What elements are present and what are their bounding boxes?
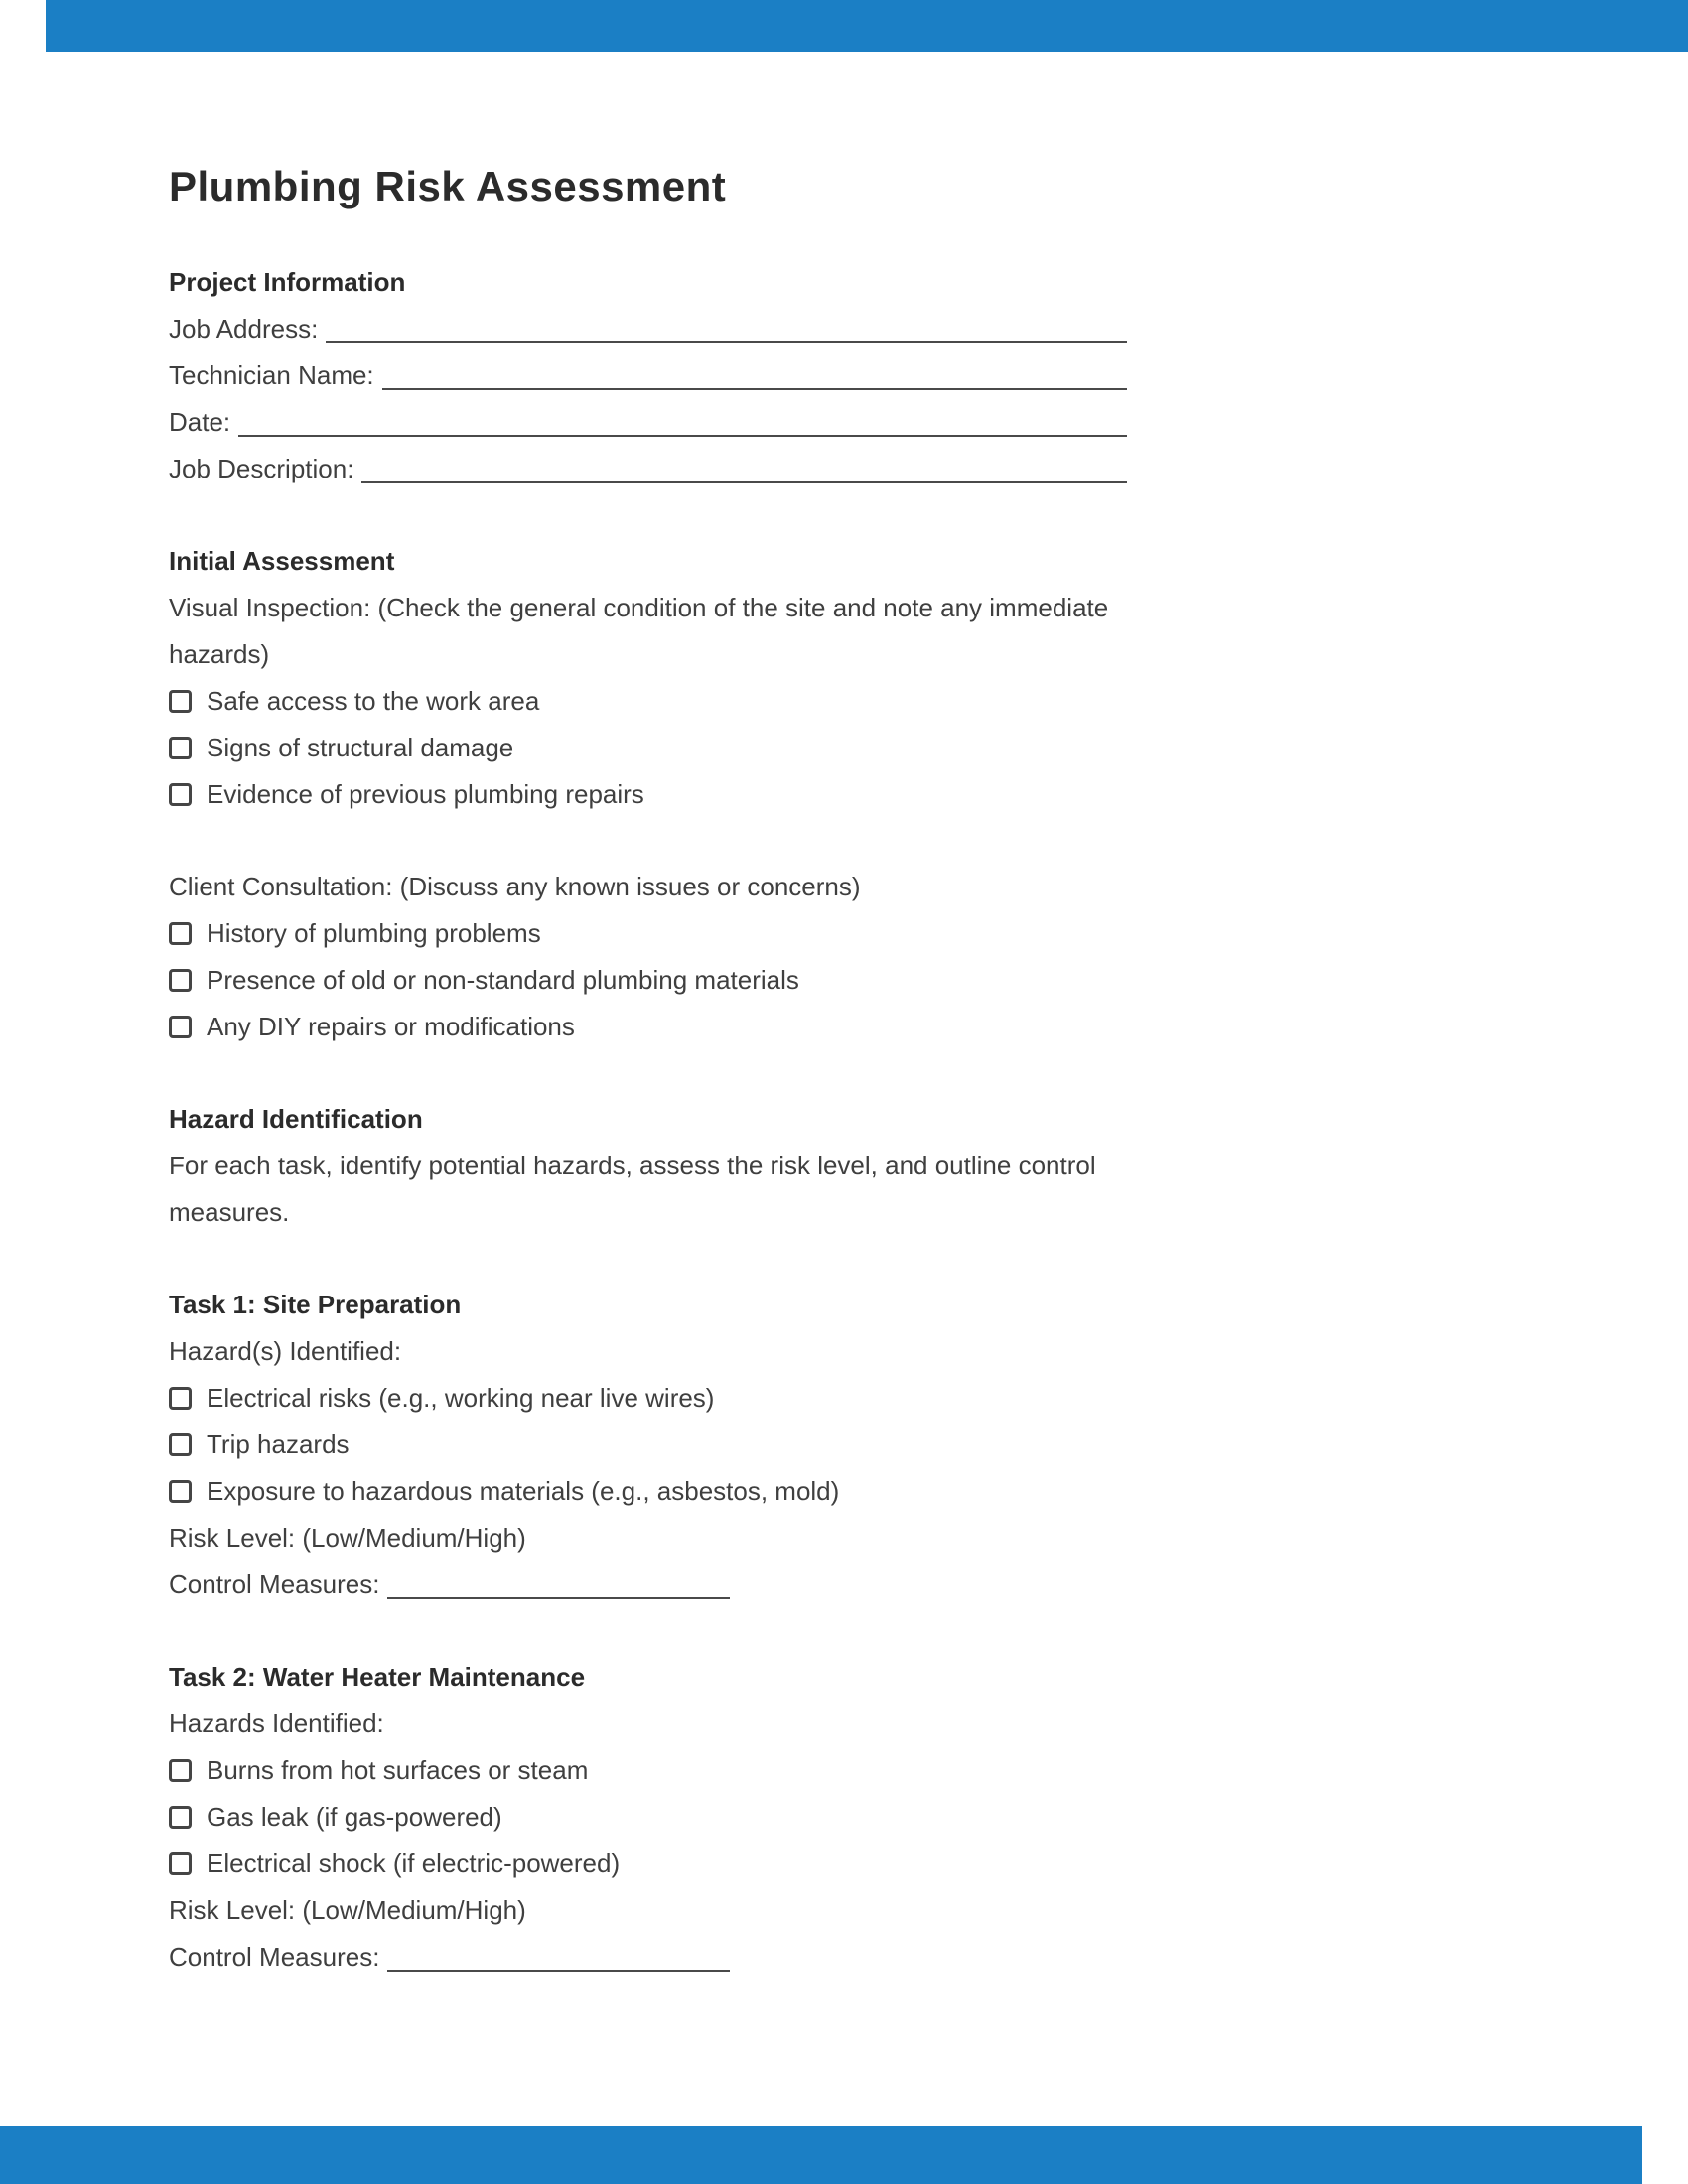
checkbox-label: Gas leak (if gas-powered) (207, 1801, 502, 1832)
form-field-date (169, 399, 1127, 446)
task-1-section (169, 1282, 1519, 1608)
field-label: Date: (169, 406, 231, 437)
checkbox-item (169, 725, 1519, 771)
checkbox-label: Exposure to hazardous materials (e.g., asbestos, mold) (207, 1475, 840, 1506)
field-label: Technician Name: (169, 359, 374, 390)
visual-inspection-intro: Visual Inspection: (Check the general condition of the site and note any immediate hazards) (169, 592, 1109, 669)
checkbox-label: Signs of structural damage (207, 732, 514, 762)
checkbox-item (169, 1841, 1519, 1887)
checkbox-item (169, 1004, 1519, 1050)
fill-in-line[interactable] (361, 446, 1127, 483)
checkbox[interactable] (169, 690, 192, 713)
document-body (169, 52, 1519, 1980)
checkbox[interactable] (169, 922, 192, 945)
client-consultation-intro: Client Consultation: (Discuss any known issues or concerns) (169, 871, 861, 901)
initial-assessment-section (169, 538, 1519, 1050)
field-label: Job Address: (169, 313, 319, 343)
field-label: Job Description: (169, 453, 354, 483)
section-heading-initial-assessment: Initial Assessment (169, 545, 395, 576)
field-label: Control Measures: (169, 1569, 380, 1599)
task-2-section (169, 1654, 1519, 1980)
checkbox[interactable] (169, 783, 192, 806)
checkbox-item (169, 1422, 1519, 1468)
checkbox-label: Burns from hot surfaces or steam (207, 1754, 589, 1785)
project-info-section (169, 259, 1519, 492)
checkbox-label: Evidence of previous plumbing repairs (207, 778, 644, 809)
checkbox[interactable] (169, 1759, 192, 1782)
hazard-identification-section (169, 1096, 1519, 1236)
form-field-job-description (169, 446, 1127, 492)
checkbox-item (169, 678, 1519, 725)
checkbox[interactable] (169, 1433, 192, 1456)
checkbox-label: Electrical shock (if electric-powered) (207, 1847, 621, 1878)
section-heading-project-info: Project Information (169, 266, 406, 297)
checkbox-item (169, 1375, 1519, 1422)
form-field-job-address (169, 306, 1127, 352)
field-label: Control Measures: (169, 1941, 380, 1972)
form-field-technician-name (169, 352, 1127, 399)
checkbox-label: Any DIY repairs or modifications (207, 1011, 575, 1041)
risk-level-label: Risk Level: (Low/Medium/High) (169, 1522, 526, 1553)
checkbox[interactable] (169, 1387, 192, 1410)
form-field-control-measures (169, 1934, 1127, 1980)
checkbox[interactable] (169, 1852, 192, 1875)
task-1-heading: Task 1: Site Preparation (169, 1289, 462, 1319)
fill-in-line[interactable] (326, 306, 1127, 343)
checkbox[interactable] (169, 1016, 192, 1038)
checkbox[interactable] (169, 1480, 192, 1503)
fill-in-line[interactable] (387, 1934, 730, 1972)
checkbox[interactable] (169, 969, 192, 992)
fill-in-line[interactable] (387, 1562, 730, 1599)
page-title: Plumbing Risk Assessment (169, 163, 727, 209)
top-accent-bar (46, 0, 1688, 52)
checkbox-item (169, 1794, 1519, 1841)
section-heading-hazard-identification: Hazard Identification (169, 1103, 423, 1134)
risk-level-label: Risk Level: (Low/Medium/High) (169, 1894, 526, 1925)
checkbox-item (169, 910, 1519, 957)
checkbox-label: Trip hazards (207, 1429, 350, 1459)
checkbox-item (169, 1468, 1519, 1515)
checkbox-label: Safe access to the work area (207, 685, 540, 716)
hazards-identified-label: Hazards Identified: (169, 1707, 384, 1738)
task-2-heading: Task 2: Water Heater Maintenance (169, 1661, 586, 1692)
hazard-identification-intro: For each task, identify potential hazards, assess the risk level, and outline control measures. (169, 1150, 1096, 1227)
checkbox-label: Electrical risks (e.g., working near live wires) (207, 1382, 715, 1413)
checkbox-label: Presence of old or non-standard plumbing materials (207, 964, 799, 995)
form-field-control-measures (169, 1562, 1127, 1608)
fill-in-line[interactable] (382, 352, 1127, 390)
vertical-spacer (169, 818, 1519, 864)
bottom-accent-bar (0, 2126, 1642, 2184)
checkbox-item (169, 957, 1519, 1004)
checkbox-item (169, 1747, 1519, 1794)
hazards-identified-label: Hazard(s) Identified: (169, 1335, 402, 1366)
checkbox[interactable] (169, 1806, 192, 1829)
checkbox-label: History of plumbing problems (207, 917, 541, 948)
checkbox[interactable] (169, 737, 192, 759)
fill-in-line[interactable] (238, 399, 1127, 437)
checkbox-item (169, 771, 1519, 818)
